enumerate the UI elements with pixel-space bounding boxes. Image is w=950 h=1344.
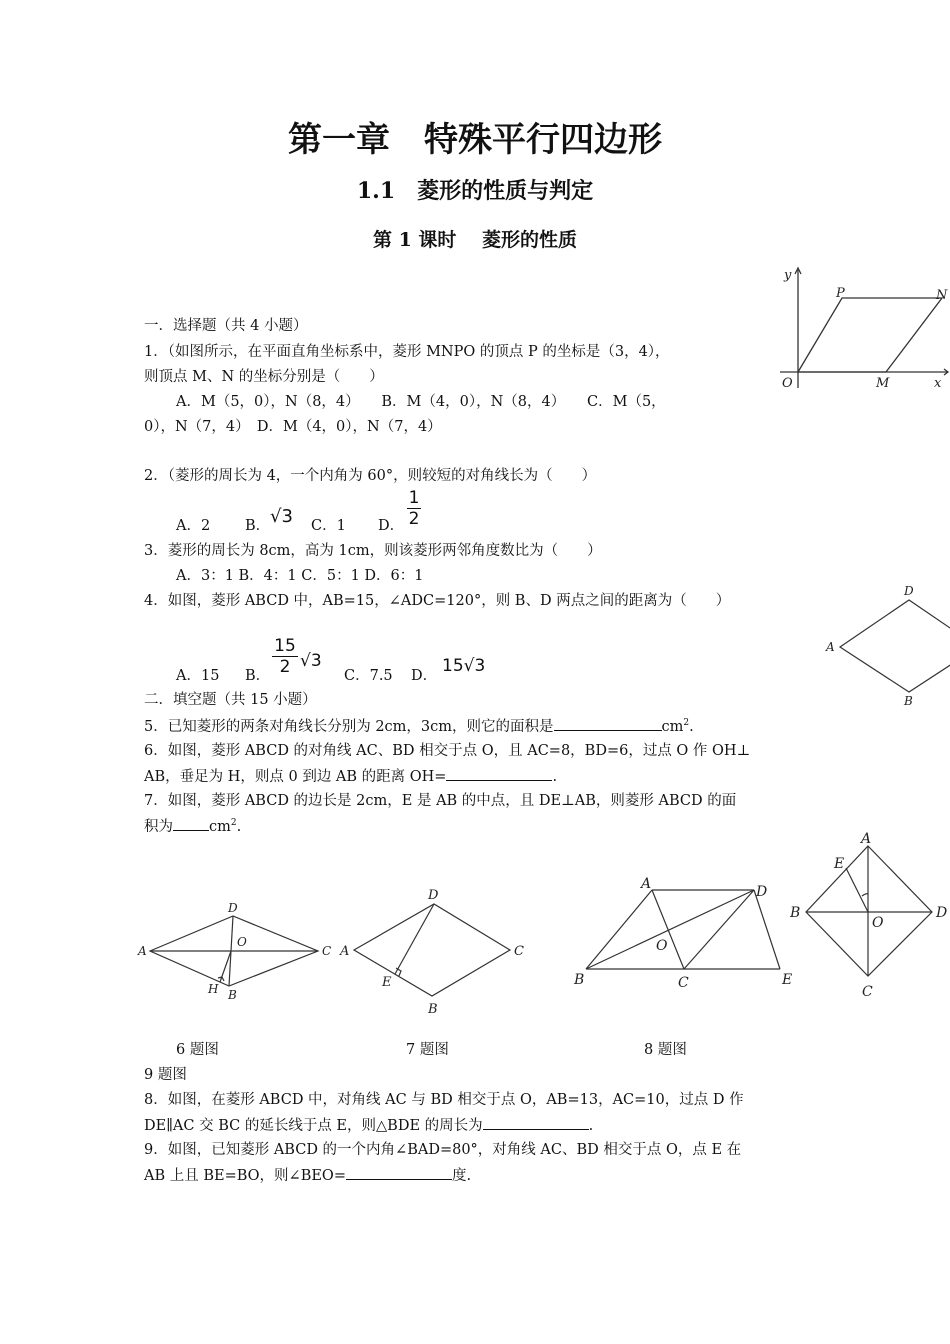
q2-stem: 2．（菱形的周长为 4，一个内角为 60°，则较短的对角线长为（ ）: [144, 468, 597, 484]
caption-fig8: 8 题图: [644, 1042, 687, 1058]
q6-answer-blank[interactable]: [446, 766, 552, 781]
figure-q7: [338, 882, 534, 1022]
q6-line1: 6．如图，菱形 ABCD 的对角线 AC、BD 相交于点 O，且 AC=8，BD=6，过点 O 作 OH⊥: [144, 743, 751, 759]
q7-exp: 2: [230, 818, 237, 828]
q8-end: .: [588, 1118, 594, 1134]
label-x: x: [934, 376, 942, 391]
q2-option-c: C．1: [311, 518, 346, 534]
q7-unit: cm: [209, 819, 231, 835]
q1-options-line1: A．M（5，0），N（8，4） B．M（4，0），N（8，4） C．M（5，: [176, 394, 666, 410]
q9-line2: [144, 1165, 471, 1186]
lesson-title: 第 1 课时 菱形的性质: [372, 229, 578, 251]
figure-q9: [790, 828, 950, 1004]
q4-d-value: 15√3: [442, 656, 486, 676]
label-b: B: [428, 1002, 438, 1017]
q4-frac-num: 15: [274, 636, 296, 656]
label-e: E: [782, 972, 793, 988]
q4-option-b: B．: [245, 668, 271, 684]
label-d: D: [756, 884, 768, 900]
q4-stem: 4．如图，菱形 ABCD 中，AB=15，∠ADC=120°，则 B、D 两点之间的距离为（ ）: [144, 593, 731, 609]
q9-answer-blank[interactable]: [346, 1165, 452, 1180]
label-b: B: [574, 972, 585, 988]
q3-options: A．3：1 B．4：1 C．5：1 D．6：1: [176, 568, 424, 584]
rhombus-abcd: [806, 846, 932, 976]
q8-line2: [144, 1115, 593, 1136]
q7-line1: 7．如图，菱形 ABCD 的边长是 2cm，E 是 AB 的中点，且 DE⊥AB，则菱形 ABCD 的面: [144, 793, 737, 809]
label-n: N: [936, 288, 948, 303]
q8-line1: 8．如图，在菱形 ABCD 中，对角线 AC 与 BD 相交于点 O，AB=13，AC=10，过点 D 作: [144, 1092, 744, 1108]
label-h: H: [208, 982, 219, 996]
segment-de: [395, 904, 434, 974]
q3-stem: 3．菱形的周长为 8cm，高为 1cm，则该菱形两邻角度数比为（ ）: [144, 543, 602, 559]
q7-end: .: [236, 819, 242, 835]
part1-heading: 一．选择题（共 4 小题）: [144, 318, 308, 334]
figure-q4: [822, 580, 950, 710]
q4-sqrt3: √3: [300, 651, 322, 671]
q1-line2: 则顶点 M、N 的坐标分别是（ ）: [144, 369, 384, 385]
label-d: D: [904, 584, 914, 598]
q2-fraction: [402, 488, 426, 529]
diagonal-ac: [652, 890, 684, 969]
q7-line2-text: 积为: [144, 819, 173, 835]
label-d: D: [936, 905, 948, 921]
label-a: A: [641, 876, 652, 892]
label-c: C: [514, 944, 524, 959]
q1-options-line2: 0），N（7，4） D．M（4，0），N（7，4）: [144, 419, 442, 435]
rhombus-abcd: [354, 904, 510, 996]
label-d: D: [228, 901, 238, 915]
rhombus-abcd: [840, 600, 950, 692]
figure-q8: [570, 874, 800, 996]
q9-line2-text: AB 上且 BE=BO，则∠BEO=: [144, 1168, 346, 1184]
q8-answer-blank[interactable]: [483, 1115, 589, 1130]
q1-line1: 1．（如图所示，在平面直角坐标系中，菱形 MNPO 的顶点 P 的坐标是（3，4），: [144, 344, 670, 360]
q5-exp: 2: [683, 718, 690, 728]
q8-line2-text: DE∥AC 交 BC 的延长线于点 E，则△BDE 的周长为: [144, 1118, 483, 1134]
label-e: E: [382, 975, 392, 990]
label-a: A: [138, 944, 147, 958]
label-o: O: [237, 935, 247, 949]
figure-q1: [778, 262, 950, 392]
q2-option-d: D．: [378, 518, 405, 534]
segment-ab: [586, 890, 652, 969]
label-c: C: [678, 975, 689, 991]
label-e: E: [834, 856, 845, 872]
q2-frac-num: 1: [408, 488, 420, 508]
part2-heading: 二．填空题（共 15 小题）: [144, 692, 317, 708]
diagonal-bd: [586, 890, 754, 969]
q9-end: 度.: [451, 1168, 472, 1184]
segment-de: [754, 890, 780, 969]
label-c: C: [862, 984, 873, 1000]
rhombus-mnpo: [798, 298, 942, 372]
label-o: O: [656, 938, 668, 954]
section-title: 1.1 菱形的性质与判定: [356, 178, 594, 204]
q4-frac-den: 2: [279, 657, 291, 677]
label-b: B: [228, 988, 237, 1002]
q6-end: .: [552, 769, 558, 785]
label-a: A: [340, 944, 350, 959]
q2-sqrt3: √3: [270, 506, 293, 527]
angle-mark: [862, 894, 868, 896]
label-d: D: [428, 888, 439, 903]
q5-line: [144, 716, 694, 737]
q2-option-b: B．: [245, 518, 271, 534]
chapter-title: 第一章 特殊平行四边形: [288, 120, 662, 160]
segment-cd: [684, 890, 754, 969]
label-o: O: [782, 376, 793, 391]
label-b: B: [790, 905, 801, 921]
q5-text: 5．已知菱形的两条对角线长分别为 2cm，3cm，则它的面积是: [144, 719, 554, 735]
q5-unit: cm: [661, 719, 684, 735]
q6-line2-text: AB，垂足为 H，则点 0 到边 AB 的距离 OH=: [144, 769, 447, 785]
q4-option-c: C．7.5: [344, 668, 393, 684]
label-p: P: [836, 286, 845, 301]
q5-answer-blank[interactable]: [554, 716, 662, 731]
label-b: B: [904, 694, 913, 708]
label-a: A: [861, 831, 872, 847]
q5-end: .: [689, 719, 694, 735]
q7-answer-blank[interactable]: [173, 816, 209, 831]
q7-line2: [144, 816, 241, 837]
q6-line2: [144, 766, 557, 787]
segment-eo: [846, 868, 868, 912]
q9-line1: 9．如图，已知菱形 ABCD 的一个内角∠BAD=80°，对角线 AC、BD 相交于点 O，点 E 在: [144, 1142, 742, 1158]
label-c: C: [322, 944, 332, 958]
q4-fraction: [270, 636, 300, 677]
caption-fig6: 6 题图: [176, 1042, 219, 1058]
label-a: A: [826, 640, 835, 654]
caption-fig7: 7 题图: [406, 1042, 449, 1058]
figure-q6: [136, 898, 338, 1010]
label-y: y: [784, 268, 792, 283]
caption-fig9: 9 题图: [144, 1067, 187, 1083]
q4-option-d: D．: [411, 668, 438, 684]
label-m: M: [876, 376, 890, 391]
q2-option-a: A．2: [176, 518, 211, 534]
q2-frac-den: 2: [408, 509, 420, 529]
label-o: O: [872, 915, 884, 931]
q4-option-a: A．15: [176, 668, 220, 684]
